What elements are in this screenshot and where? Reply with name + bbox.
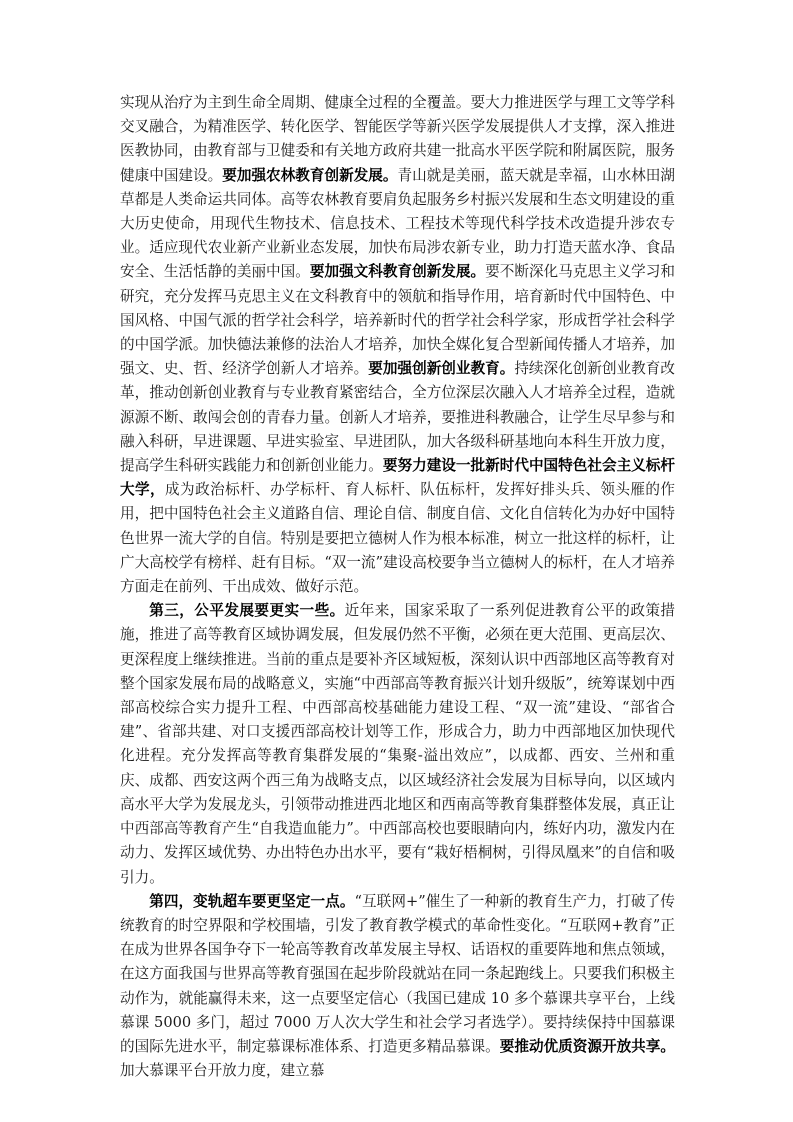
paragraph-2 — [120, 599, 675, 889]
document-page — [120, 91, 675, 1083]
text-run: 加大慕课平台开放力度，建立慕 — [120, 1062, 325, 1080]
bold-heading: 要推动优质资源开放共享。 — [499, 1037, 675, 1055]
text-run: 要不断深化马克思主义学习和研究，充分发挥马克思主义在文科教育中的领航和指导作用，培育新时代中国特色、中国风格、中国气派的哲学社会科学，培养新时代的哲学社会科学家，形成哲学社会科学的中国学派。加快德法兼修的法治人才培养，加快全媒化复合型新闻传播人才培养，加强文、史、哲、经济学创新人才培养。 — [120, 263, 675, 378]
paragraph-1 — [120, 91, 675, 599]
paragraph-3 — [120, 890, 675, 1084]
bold-heading: 第四，变轨超车要更坚定一点。 — [149, 892, 355, 910]
bold-heading: 要加强创新创业教育。 — [368, 360, 515, 378]
bold-heading: 第三，公平发展要更实一些。 — [149, 602, 345, 620]
bold-heading: 要努力建设一批新时代中国特色社会主义标杆大学， — [120, 457, 675, 499]
text-run: 近年来，国家采取了一系列促进教育公平的政策措施，推进了高等教育区域协调发展，但发展仍然不平衡，必须在更大范围、更高层次、更深程度上继续推进。当前的重点是要补齐区域短板，深刻认识中西部地区高等教育对整个国家发展布局的战略意义，实施“中西部高等教育振兴计划升级版”，统筹谋划中西部高校综合实力提升工程、中西部高校基础能力建设工程、“双一流”建设、“部省合建”、省部共建、对口支援西部高校计划等工作，形成合力，助力中西部地区加快现代化进程。充分发挥高等教育集群发展的“集聚-溢出效应”，以成都、西安、兰州和重庆、成都、西安这两个西三角为战略支点，以区域经济社会发展为目标导向，以区域内高水平大学为发展龙头，引领带动推进西北地区和西南高等教育集群整体发展，真正让中西部高等教育产生“自我造血能力”。中西部高校也要眼睛向内，练好内功，激发内在动力、发挥区域优势、办出特色办出水平，要有“栽好梧桐树，引得凤凰来”的自信和吸引力。 — [120, 602, 675, 886]
text-run: 持续深化创新创业教育改革，推动创新创业教育与专业教育紧密结合，全方位深层次融入人才培养全过程，造就源源不断、敢闯会创的青春力量。创新人才培养，要推进科教融合，让学生尽早参与和融入科研，早进课题、早进实验室、早进团队，加大各级科研基地向本科生开放力度，提高学生科研实践能力和创新创业能力。 — [120, 360, 675, 475]
bold-heading: 要加强文科教育创新发展。 — [309, 263, 486, 281]
bold-heading: 要加强农林教育创新发展。 — [222, 166, 398, 184]
text-run: 实现从治疗为主到生命全周期、健康全过程的全覆盖。要大力推进医学与理工文等学科交叉融合，为精准医学、转化医学、智能医学等新兴医学发展提供人才支撑，深入推进医教协同，由教育部与卫健委和有关地方政府共建一批高水平医学院和附属医院，服务健康中国建设。 — [120, 94, 675, 184]
text-run: “互联网+”催生了一种新的教育生产力，打破了传统教育的时空界限和学校围墙，引发了教育教学模式的革命性变化。“互联网+教育”正在成为世界各国争夺下一轮高等教育改革发展主导权、话语权的重要阵地和焦点领域，在这方面我国与世界高等教育强国在起步阶段就站在同一条起跑线上。只要我们积极主动作为，就能赢得未来，这一点要坚定信心（我国已建成 10 多个慕课共享平台，上线慕课 5000 多门，超过 7000 万人次大学生和社会学习者选学）。要持续保持中国慕课的国际先进水平，制定慕课标准体系、打造更多精品慕课。 — [120, 892, 675, 1055]
text-run: 成为政治标杆、办学标杆、育人标杆、队伍标杆，发挥好排头兵、领头雁的作用，把中国特色社会主义道路自信、理论自信、制度自信、文化自信转化为办好中国特色世界一流大学的自信。特别是要把立德树人作为根本标准，树立一批这样的标杆，让广大高校学有榜样、赶有目标。“双一流”建设高校要争当立德树人的标杆，在人才培养方面走在前列、干出成效、做好示范。 — [120, 481, 675, 596]
text-run: 青山就是美丽，蓝天就是幸福，山水林田湖草都是人类命运共同体。高等农林教育要肩负起服务乡村振兴发展和生态文明建设的重大历史使命，用现代生物技术、信息技术、工程技术等现代科学技术改造提升涉农专业。适应现代农业新产业新业态发展，加快布局涉农新专业，助力打造天蓝水净、食品安全、生活恬静的美丽中国。 — [120, 166, 675, 281]
